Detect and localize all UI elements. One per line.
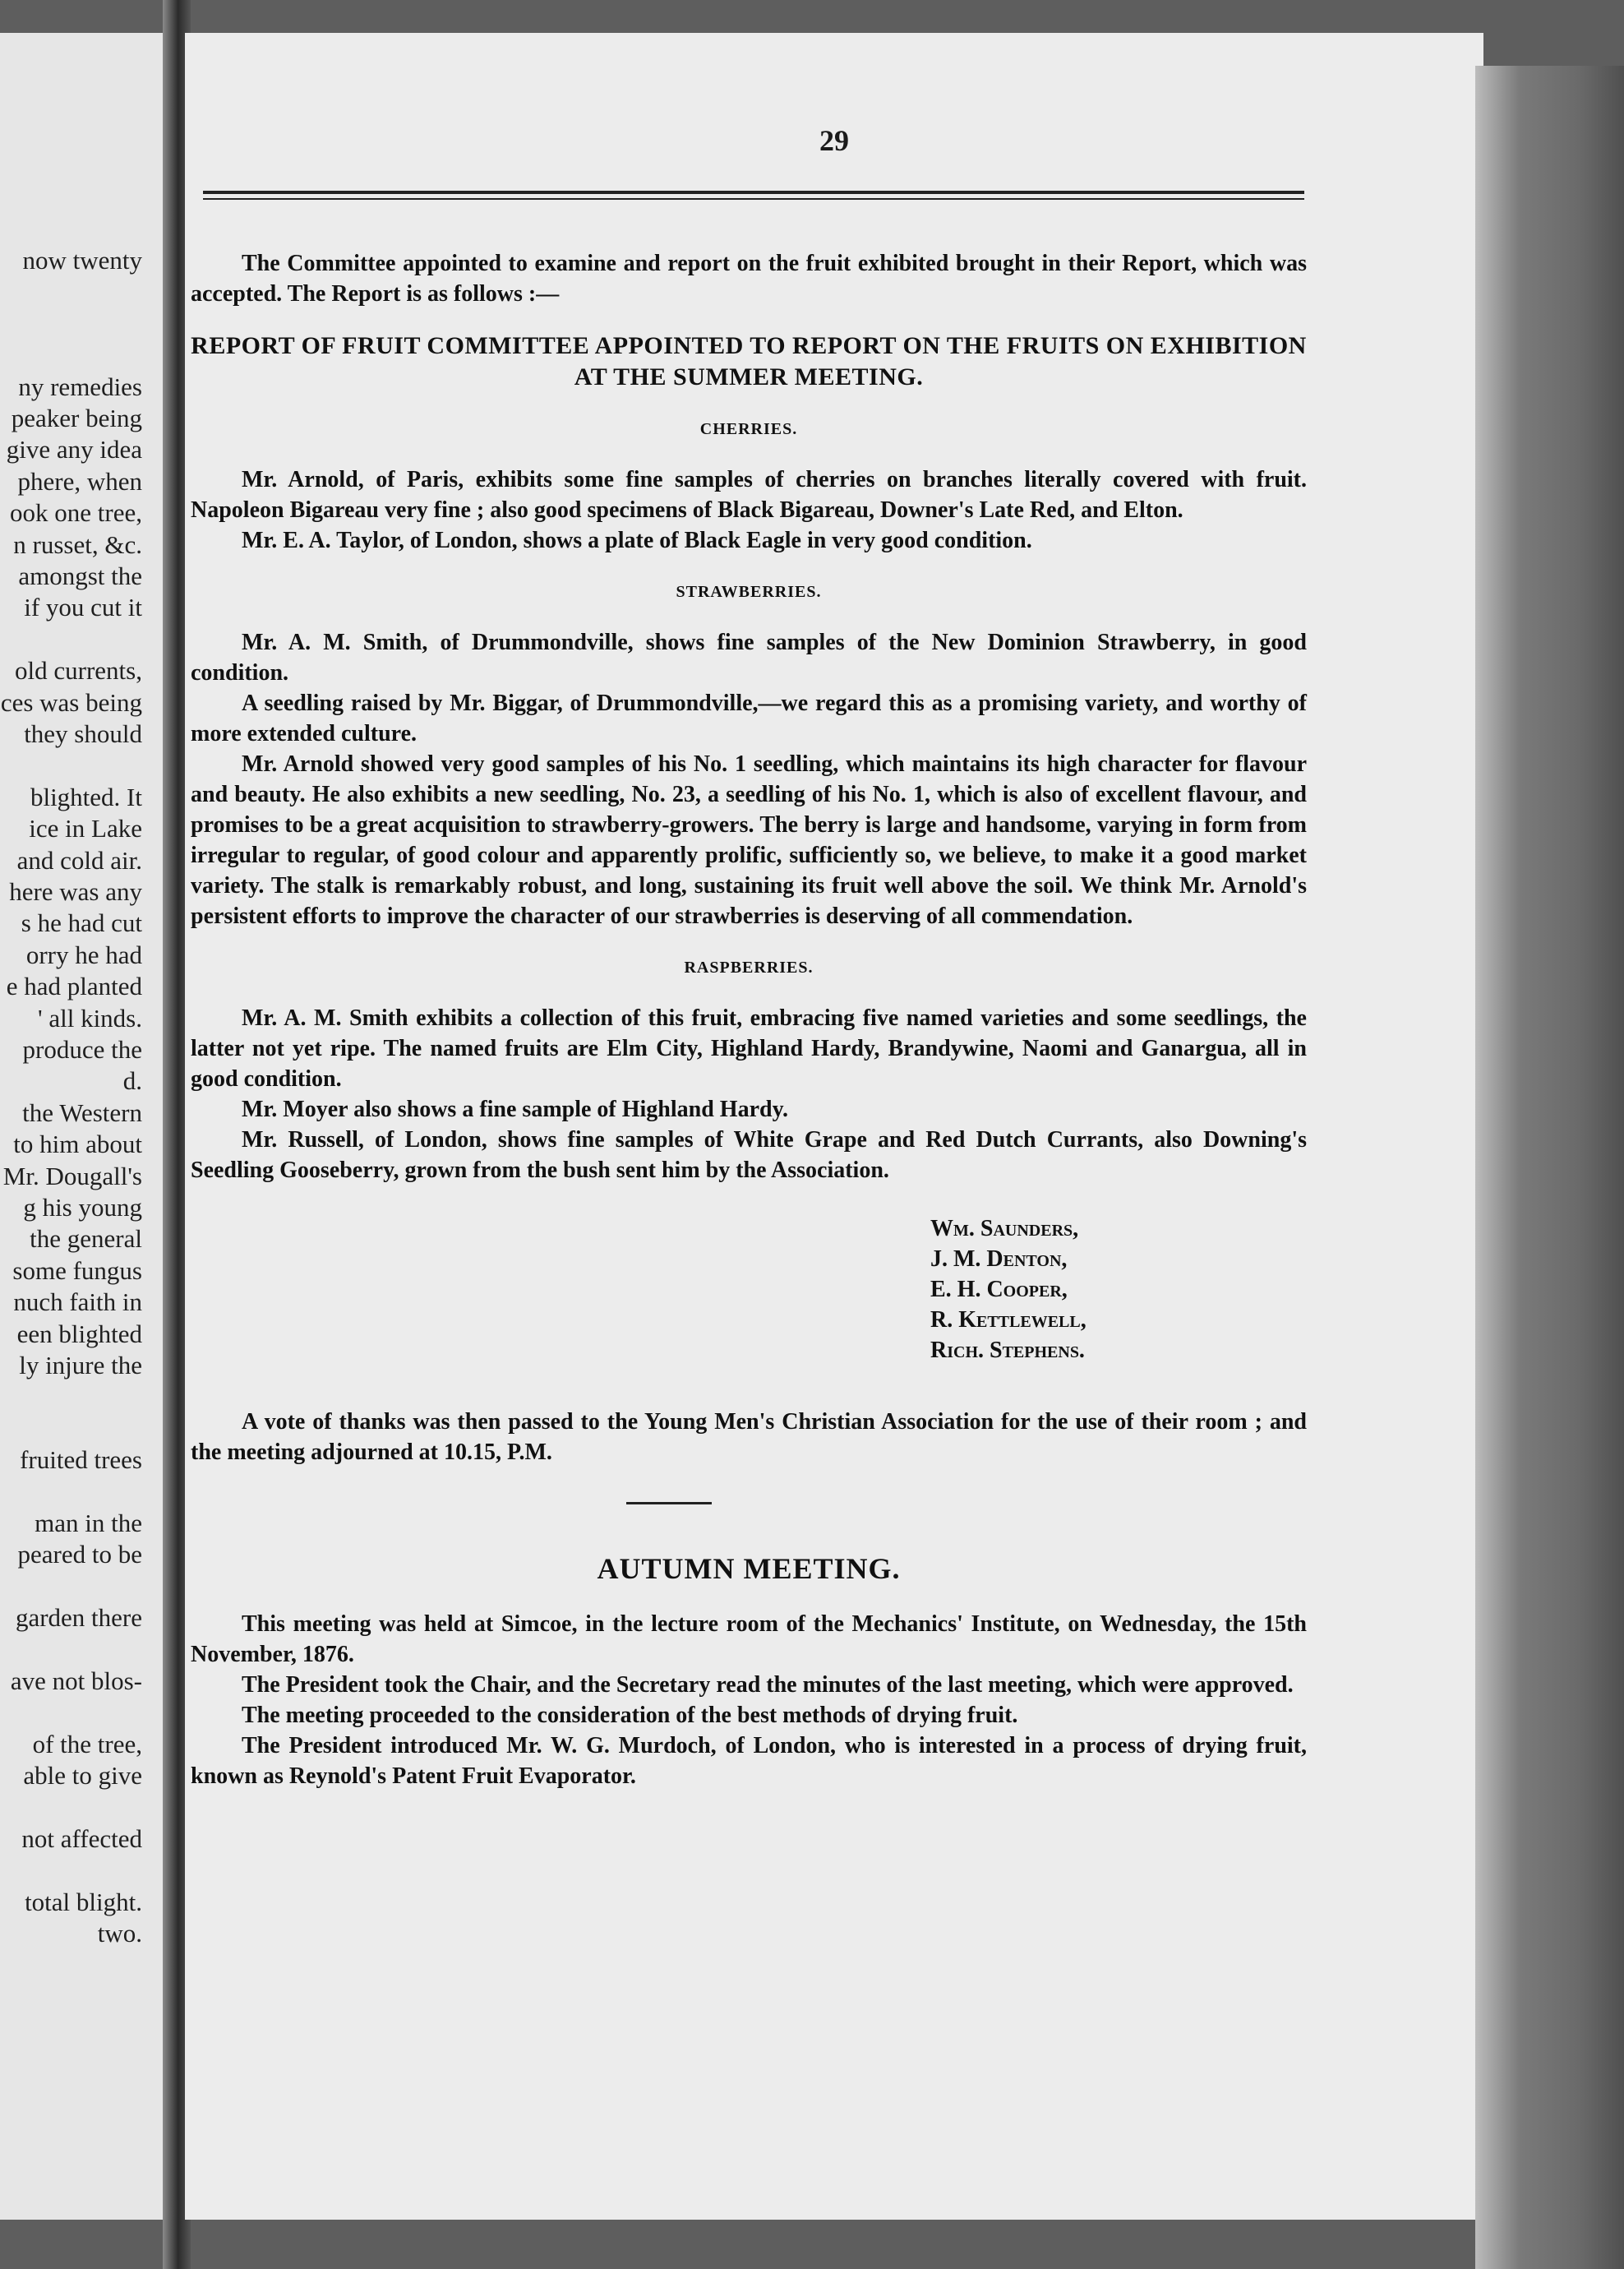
- paragraph: Mr. Russell, of London, shows fine samples of White Grape and Red Dutch Currants, also Downing's Seedling Gooseberry, grown from the bush sent him by the Association.: [191, 1127, 1307, 1183]
- page-content: [191, 248, 1307, 1791]
- left-page-line: blighted. It: [30, 782, 142, 811]
- left-page-line: d.: [122, 1066, 142, 1096]
- left-page-line: now twenty: [22, 246, 142, 275]
- left-page-line: ' all kinds.: [38, 1003, 142, 1033]
- paragraph: Mr. Arnold, of Paris, exhibits some fine samples of cherries on branches literally covered with fruit. Napoleon Bigareau very fine ; also good specimens of Black Bigareau, Downer's Late Red, and Elton.: [191, 467, 1307, 523]
- left-page-line: ly injure the: [19, 1351, 142, 1379]
- paragraph: Mr. Arnold showed very good samples of his No. 1 seedling, which maintains its high character for flavour and beauty. He also exhibits a new seedling, No. 23, a seedling of his No. 1, which is also of excellent flavour, and promises to be a great acquisition to strawberry-growers. The berry is large and handsome, varying in form from irregular to regular, of good colour and apparently prolific, sufficiently so, we believe, to make it a good market variety. The stalk is remarkably robust, and long, sustaining its fruit well above the soil. We think Mr. Arnold's persistent efforts to improve the character of our strawberries is deserving of all commendation.: [191, 751, 1307, 929]
- left-page-line: ave not blos-: [10, 1666, 142, 1695]
- left-page-line: able to give: [23, 1761, 142, 1791]
- left-page-line: fruited trees: [20, 1445, 142, 1475]
- left-page-line: garden there: [15, 1603, 142, 1633]
- left-page-line: Mr. Dougall's: [2, 1161, 142, 1190]
- left-page-line: amongst the: [18, 561, 142, 590]
- left-facing-page: [0, 33, 177, 2220]
- paragraph: This meeting was held at Simcoe, in the lecture room of the Mechanics' Institute, on Wednesday, the 15th November, 1876.: [191, 1611, 1307, 1667]
- left-page-line: some fungus: [12, 1255, 142, 1285]
- section-heading-cherries: CHERRIES.: [699, 420, 798, 438]
- left-page-line: s he had cut: [21, 908, 142, 938]
- header-double-rule: [203, 191, 1304, 204]
- paragraph: The President introduced Mr. W. G. Murdoch, of London, who is interested in a process of drying fruit, known as Reynold's Patent Fruit Evaporator.: [191, 1733, 1307, 1789]
- vote-of-thanks-paragraph: A vote of thanks was then passed to the Young Men's Christian Association for the use of their room ; and the meeting adjourned at 10.15, P.M.: [191, 1409, 1307, 1465]
- left-page-line: ook one tree,: [10, 498, 142, 528]
- left-page-line: not affected: [21, 1824, 142, 1853]
- left-page-line: old currents,: [15, 656, 142, 686]
- left-page-line: een blighted: [16, 1319, 142, 1348]
- committee-signatures: [191, 1213, 1307, 1366]
- page-stack-edge: [1475, 66, 1624, 2269]
- left-page-line: here was any: [9, 877, 142, 906]
- left-page-line: of the tree,: [32, 1729, 142, 1758]
- paragraph: The President took the Chair, and the Secretary read the minutes of the last meeting, which were approved.: [242, 1672, 1294, 1698]
- intro-paragraph: The Committee appointed to examine and report on the fruit exhibited brought in their Report, which was accepted. The Report is as follows :—: [191, 251, 1307, 307]
- signatory: Wm. Saunders,: [930, 1216, 1079, 1241]
- paragraph: A seedling raised by Mr. Biggar, of Drummondville,—we regard this as a promising variety, and worthy of more extended culture.: [191, 691, 1307, 746]
- document-page: [185, 33, 1483, 2220]
- section-heading-raspberries: RASPBERRIES.: [684, 959, 814, 977]
- left-page-line: ces was being: [0, 687, 142, 717]
- left-page-line: to him about: [13, 1130, 142, 1159]
- left-page-line: give any idea: [6, 435, 142, 464]
- left-page-line: peared to be: [17, 1540, 142, 1569]
- signatory: R. Kettlewell,: [930, 1307, 1087, 1333]
- left-page-line: the Western: [22, 1098, 142, 1127]
- paragraph: Mr. A. M. Smith exhibits a collection of this fruit, embracing five named varieties and some seedlings, the latter not yet ripe. The named fruits are Elm City, Highland Hardy, Brandywine, Naomi and Ganargua, all in good condition.: [191, 1005, 1307, 1092]
- page-number: 29: [819, 124, 849, 157]
- left-page-line: ny remedies: [18, 372, 142, 401]
- signatory: E. H. Cooper,: [930, 1277, 1068, 1302]
- paragraph: Mr. E. A. Taylor, of London, shows a plate of Black Eagle in very good condition.: [242, 528, 1032, 553]
- left-page-line: g his young: [23, 1193, 142, 1222]
- left-page-line: they should: [24, 719, 142, 748]
- left-page-line: orry he had: [25, 940, 142, 969]
- signatory: Rich. Stephens.: [930, 1338, 1085, 1363]
- left-page-line: peaker being: [11, 404, 142, 432]
- left-page-line: n russet, &c.: [13, 529, 142, 559]
- left-page-line: produce the: [22, 1035, 142, 1064]
- left-page-line: nuch faith in: [13, 1287, 142, 1317]
- paragraph: Mr. Moyer also shows a fine sample of Highland Hardy.: [242, 1097, 789, 1122]
- left-page-line: e had planted: [6, 972, 142, 1001]
- left-page-line: two.: [97, 1919, 142, 1948]
- left-page-line: and cold air.: [16, 845, 142, 875]
- left-page-line: the general: [30, 1224, 142, 1254]
- left-page-line: man in the: [35, 1509, 142, 1537]
- paragraph: Mr. A. M. Smith, of Drummondville, shows fine samples of the New Dominion Strawberry, in good condition.: [191, 630, 1307, 686]
- section-divider-rule: [626, 1502, 712, 1504]
- left-page-line: total blight.: [25, 1887, 142, 1916]
- section-heading-strawberries: STRAWBERRIES.: [676, 583, 822, 601]
- left-page-line: if you cut it: [24, 593, 142, 622]
- left-page-line: ice in Lake: [29, 814, 142, 843]
- paragraph: The meeting proceeded to the consideration of the best methods of drying fruit.: [242, 1703, 1018, 1728]
- left-page-line: phere, when: [17, 466, 142, 496]
- autumn-meeting-heading: AUTUMN MEETING.: [597, 1552, 901, 1585]
- report-title: REPORT OF FRUIT COMMITTEE APPOINTED TO REPORT ON THE FRUITS ON EXHIBITION AT THE SUMMER MEETING.: [191, 332, 1307, 390]
- signatory: J. M. Denton,: [930, 1246, 1068, 1272]
